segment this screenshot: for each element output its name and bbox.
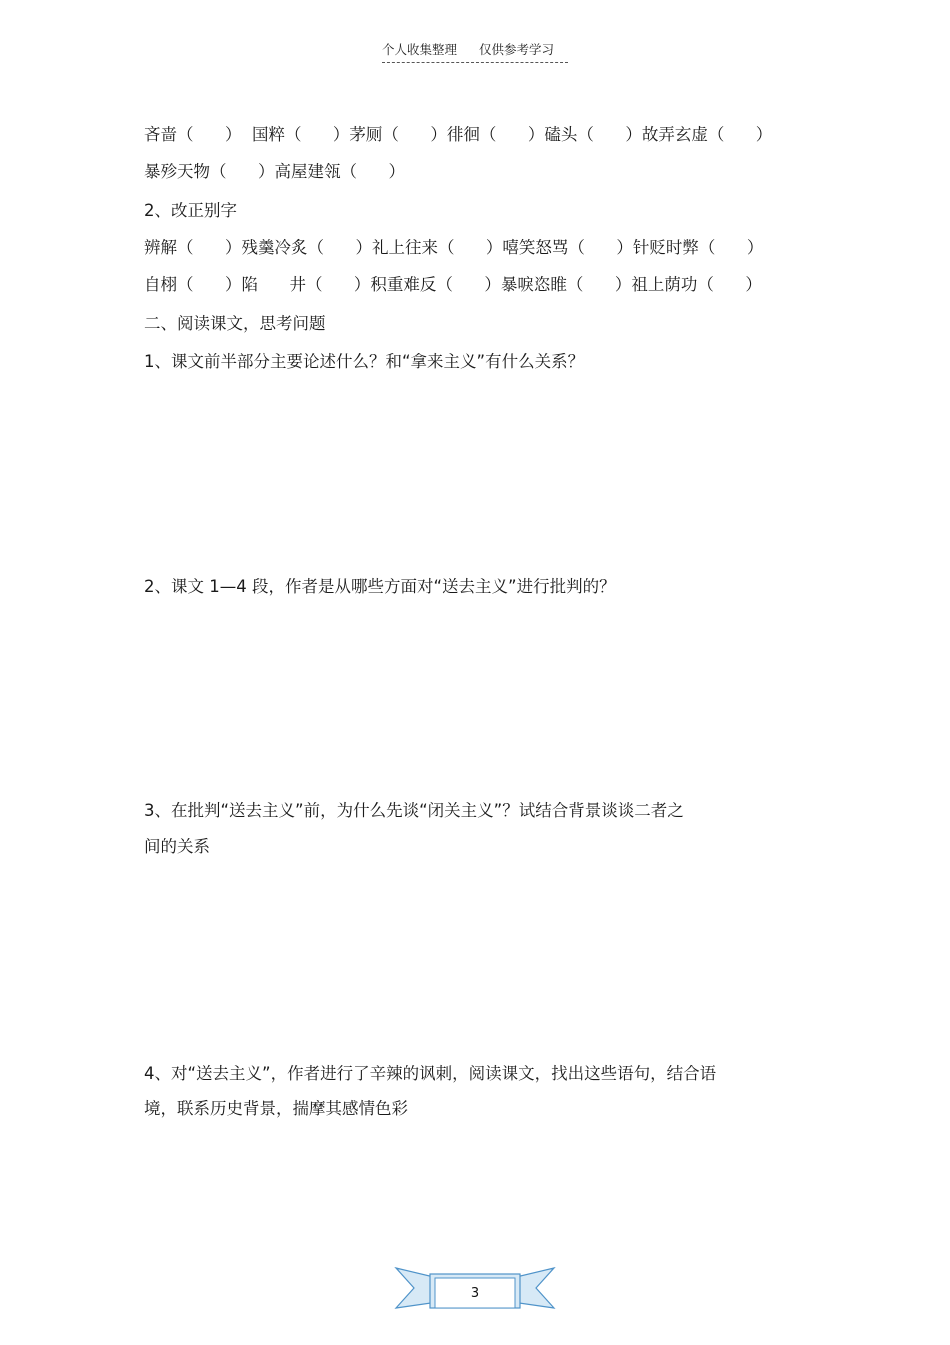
pinyin-exercise-line-2: 暴殄天物（ ）高屋建瓴（ ） <box>144 162 405 181</box>
section-reading-heading: 二、阅读课文，思考问题 <box>144 314 326 333</box>
page-number: 3 <box>470 1286 480 1301</box>
question-2: 2、课文 1—4 段，作者是从哪些方面对“送去主义”进行批判的？ <box>144 577 616 596</box>
section-correct-typos-heading: 2、改正别字 <box>144 201 237 220</box>
pinyin-exercise-line-1: 吝啬（ ） 国粹（ ）茅厕（ ）徘徊（ ）磕头（ ）故弄玄虚（ ） <box>144 125 773 144</box>
typo-exercise-line-1: 辨解（ ）残羹冷炙（ ）礼上往来（ ）嘻笑怒骂（ ）针贬时弊（ ） <box>144 238 764 257</box>
header-right-text: 仅供参考学习 <box>479 42 555 57</box>
question-3-line-1: 3、在批判“送去主义”前，为什么先谈“闭关主义”？试结合背景谈谈二者之 <box>144 801 684 820</box>
question-4-line-2: 境，联系历史背景，揣摩其感情色彩 <box>144 1099 408 1118</box>
page-header <box>382 40 568 63</box>
header-left-text: 个人收集整理 <box>382 42 458 57</box>
typo-exercise-line-2: 自栩（ ）陷 井（ ）积重难反（ ）暴唳恣睢（ ）祖上荫功（ ） <box>144 275 762 294</box>
question-1: 1、课文前半部分主要论述什么？和“拿来主义”有什么关系？ <box>144 352 585 371</box>
question-4-line-1: 4、对“送去主义”，作者进行了辛辣的讽刺，阅读课文，找出这些语句，结合语 <box>144 1064 717 1083</box>
question-3-line-2: 间的关系 <box>144 837 210 856</box>
